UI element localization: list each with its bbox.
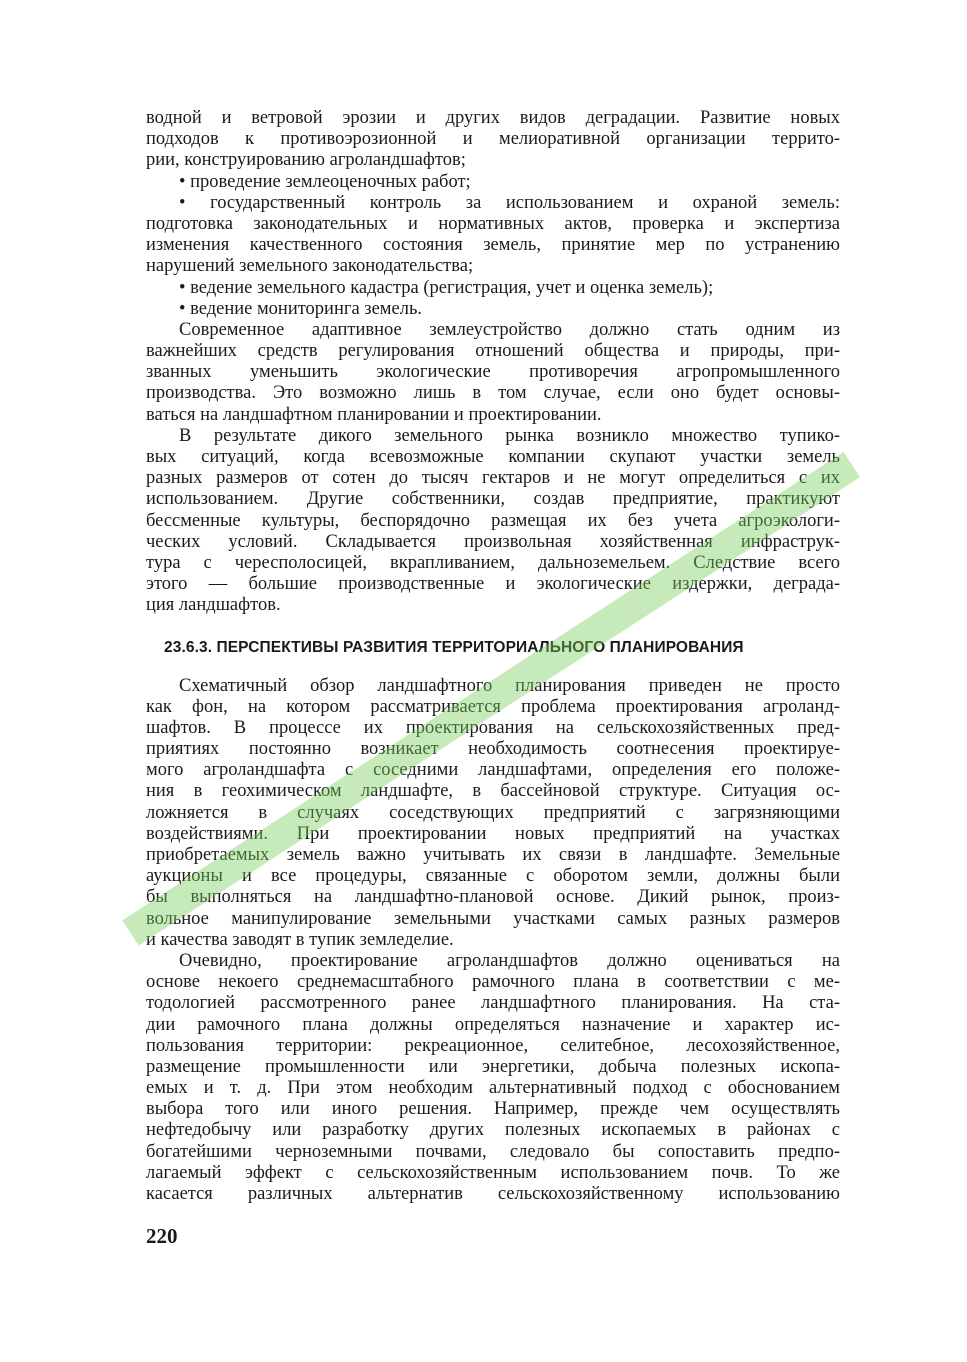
text-line: подходов к противоэрозионной и мелиоративной организации террито-	[146, 129, 840, 150]
page-body	[146, 108, 840, 1205]
text-line: нефтедобычу или разработку других полезных ископаемых в районах с	[146, 1120, 840, 1141]
text-line: вых ситуаций, когда всевозможные компании скупают участки земель	[146, 447, 840, 467]
text-line: тура с чересполосицей, вкрапливанием, дальноземельем. Следствие всего	[146, 552, 840, 573]
text-line: разных размеров от сотен до тысяч гектаров и не могут определиться с их	[146, 468, 840, 489]
text-line: воздействиями. При проектировании новых предприятий на участках	[146, 823, 840, 844]
text-line: ческих условий. Складывается произвольная хозяйственная инфраструк-	[146, 531, 840, 552]
text-line: этого — большие производственные и экологические издержки, деграда-	[146, 574, 840, 595]
text-line: лагаемый эффект с сельскохозяйственным использованием почв. То же	[146, 1162, 840, 1183]
text-line: аукционы и все процедуры, связанные с оборотом земли, должны были	[146, 866, 840, 887]
text-line: бессменные культуры, беспорядочно размещая их без учета агроэкологи-	[146, 510, 840, 531]
text-line: шафтов. В процессе их проектирования на сельскохозяйственных пред-	[146, 717, 840, 738]
page-number: 220	[146, 1224, 178, 1248]
bullet-item: • ведение земельного кадастра (регистрация, учет и оценка земель);	[179, 277, 714, 298]
paragraph-wild-land-market	[146, 426, 840, 617]
text-line: как фон, на котором рассматривается проблема проектирования агроланд-	[146, 696, 840, 717]
text-line: ложняется в случаях соседствующих предприятий с загрязняющими	[146, 802, 840, 823]
paragraph-schematic-overview	[146, 676, 840, 951]
section-heading: 23.6.3. ПЕРСПЕКТИВЫ РАЗВИТИЯ ТЕРРИТОРИАЛЬНОГО ПЛАНИРОВАНИЯ	[164, 638, 744, 656]
text-line: Современное адаптивное землеустройство должно стать одним из	[179, 319, 840, 340]
text-line: ция ландшафтов.	[146, 595, 281, 616]
text-line: основе некоего среднемасштабного рамочного плана в соответствии с ме-	[146, 972, 840, 993]
text-line: тодологией рассмотренного ранее ландшафтного планирования. На ста-	[146, 993, 840, 1014]
text-line: касается различных альтернатив сельскохозяйственному использованию	[146, 1184, 840, 1204]
text-line: приобретаемых земель важно учитывать их связи в ландшафте. Земельные	[146, 845, 840, 865]
text-line: изменения качественного состояния земель, принятие мер по устранению	[146, 235, 840, 256]
text-line: мого агроландшафта с соседними ландшафтами, определения его положе-	[146, 760, 840, 781]
text-line: званных уменьшить экологические противоречия агропромышленного	[146, 362, 840, 383]
text-line: емых и т. д. При этом необходим альтернативный подход с обоснованием	[146, 1078, 840, 1099]
paragraph-agrolandscape-design	[146, 951, 840, 1205]
text-line: Очевидно, проектирование агроландшафтов должно оцениваться на	[179, 950, 840, 971]
bullet-list-block	[146, 108, 840, 320]
text-line: нарушений земельного законодательства;	[146, 256, 474, 277]
text-line: ния в геохимическом ландшафте, в бассейновой структуре. Ситуация ос-	[146, 781, 840, 802]
text-line: бы выполняться на ландшафтно-плановой основе. Дикий рынок, произ-	[146, 887, 840, 908]
paragraph-adaptive-land-management	[146, 320, 840, 426]
text-line: рии, конструированию агроландшафтов;	[146, 150, 466, 171]
text-line: В результате дикого земельного рынка возникло множество тупико-	[179, 425, 840, 446]
bullet-item: • ведение мониторинга земель.	[179, 298, 423, 319]
text-line: ваться на ландшафтном планировании и проектировании.	[146, 404, 602, 425]
text-line: подготовка законодательных и нормативных актов, проверка и экспертиза	[146, 213, 840, 234]
text-line: производства. Это возможно лишь в том случае, если оно будет основы-	[146, 383, 840, 404]
bullet-item: • государственный контроль за использованием и охраной земель:	[179, 192, 840, 213]
text-line: использованием. Другие собственники, создав предприятие, практикуют	[146, 489, 840, 510]
text-line: размещение промышленности или энергетики, добыча полезных ископа-	[146, 1056, 840, 1077]
text-line: дии рамочного плана должны определяться назначение и характер ис-	[146, 1014, 840, 1035]
text-line: водной и ветровой эрозии и других видов деградации. Развитие новых	[146, 108, 840, 128]
text-line: важнейших средств регулирования отношений общества и природы, при-	[146, 341, 840, 362]
text-line: вольное манипулирование земельными участками самых разных размеров	[146, 908, 840, 929]
bullet-item: • проведение землеоценочных работ;	[179, 171, 471, 192]
text-line: пользования территории: рекреационное, селитебное, лесохозяйственное,	[146, 1035, 840, 1056]
text-line: и качества заводят в тупик земледелие.	[146, 929, 454, 950]
text-line: выбора того или иного решения. Например, прежде чем осуществлять	[146, 1099, 840, 1120]
text-line: богатейшими черноземными почвами, следовало бы сопоставить предпо-	[146, 1141, 840, 1162]
text-line: Схематичный обзор ландшафтного планирования приведен не просто	[179, 675, 840, 696]
text-line: приятиях постоянно возникает необходимость соотнесения проектируе-	[146, 739, 840, 760]
